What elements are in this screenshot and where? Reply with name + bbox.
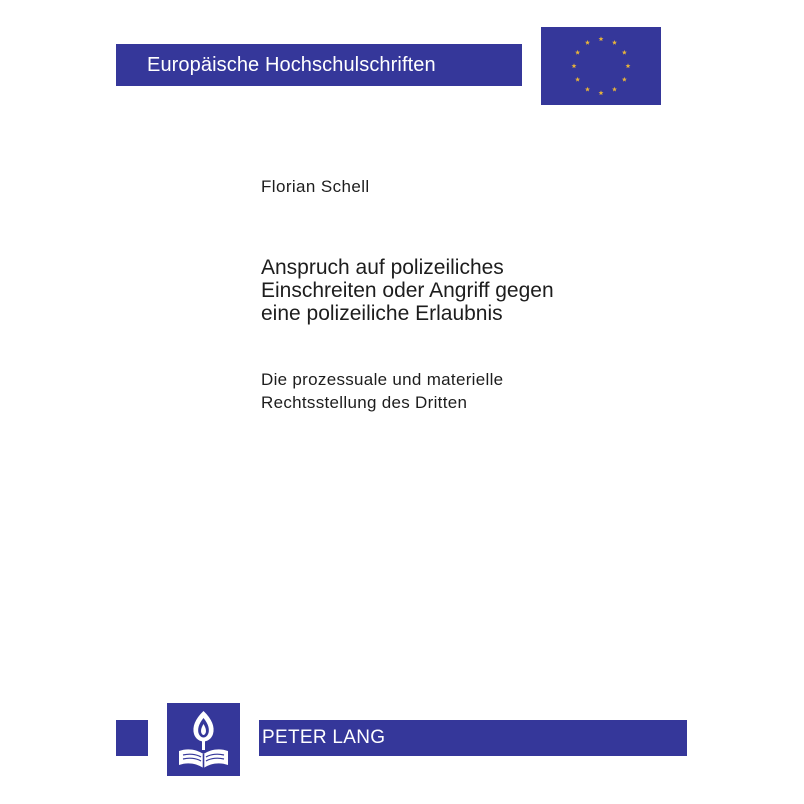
subtitle-line: Die prozessuale und materielle: [261, 370, 504, 389]
publisher-name: PETER LANG: [262, 727, 386, 748]
star-icon: [626, 63, 631, 68]
publisher-banner: [259, 720, 687, 756]
author-name: Florian Schell: [261, 177, 370, 196]
star-icon: [599, 90, 604, 95]
star-icon: [575, 50, 580, 55]
star-icon: [622, 50, 627, 55]
book-subtitle: [261, 368, 661, 414]
title-line: Anspruch auf polizeiliches: [261, 256, 504, 279]
subtitle-line: Rechtsstellung des Dritten: [261, 393, 468, 412]
book-flame-logo-icon: [167, 703, 240, 776]
star-icon: [612, 40, 617, 45]
star-icon: [585, 87, 590, 92]
series-title: Europäische Hochschulschriften: [147, 53, 436, 76]
title-line: Einschreiten oder Angriff gegen: [261, 279, 554, 302]
series-banner: [116, 44, 522, 86]
eu-flag: [541, 27, 661, 105]
star-icon: [599, 36, 604, 41]
star-icon: [585, 40, 590, 45]
star-icon: [612, 87, 617, 92]
eu-stars-icon: [541, 27, 661, 105]
decorative-block: [116, 720, 148, 756]
star-icon: [622, 77, 627, 82]
title-line: eine polizeiliche Erlaubnis: [261, 302, 503, 325]
publisher-logo: [167, 703, 240, 776]
star-icon: [572, 63, 577, 68]
book-title: [261, 256, 661, 325]
star-icon: [575, 77, 580, 82]
